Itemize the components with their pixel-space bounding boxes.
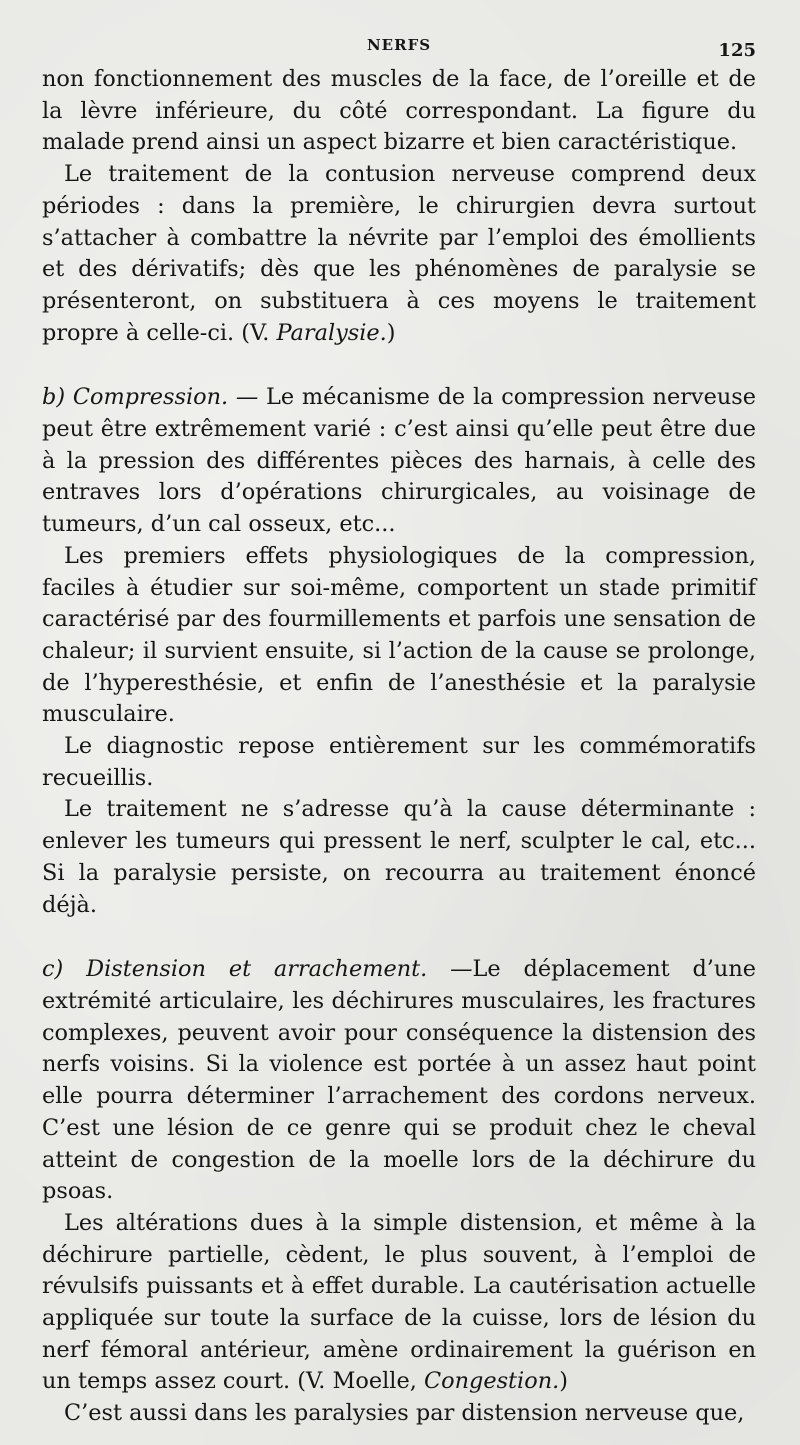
cross-reference: Paralysie.	[276, 319, 387, 346]
body-text	[42, 64, 756, 1430]
section-text: Le déplacement d’une extrémité articulaire, les déchirures musculaires, les fractures complexes, peuvent avoir pour conséquence la distension des nerfs voisins. Si la violence est portée à un assez haut point elle pourra déterminer l’arrachement des cordons nerveux. C’est une lésion de ce genre qui se produit chez le cheval atteint de congestion de la moelle lors de la déchirure du psoas.	[42, 956, 757, 1205]
paragraph-final: C’est aussi dans les paralysies par distension nerveuse que,	[64, 1400, 745, 1427]
paragraph-text: Les altérations dues à la simple distension, et même à la déchirure partielle, cèdent, le plus souvent, à l’emploi de révulsifs puissants et à effet durable. La cautérisation actuelle appliquée sur toute la surface de la cuisse, lors de lésion du nerf fémoral antérieur, amène ordinairement la guérison en un temps assez court. (V. Moelle,	[42, 1209, 756, 1395]
page-number: 125	[718, 40, 756, 61]
paragraph-alterations	[42, 1208, 756, 1398]
paragraph-effects: Les premiers effets physiologiques de la compression, faciles à étudier sur soi-même, comportent un stade primitif caractérisé par des fourmillements et parfois une sensation de chaleur; il survient ensuite, si l’action de la cause se prolonge, de l’hyperesthésie, et enfin de l’anesthésie et la paralysie musculaire.	[42, 542, 756, 728]
page-header	[42, 30, 756, 64]
section-distension	[42, 954, 756, 1208]
section-compression	[42, 382, 756, 541]
paragraph-continuation: non fonctionnement des muscles de la face, de l’oreille et de la lèvre inférieure, du côté correspondant. La figure du malade prend ainsi un aspect bizarre et bien caractéristique.	[42, 66, 756, 156]
paragraph-contusion-treatment	[42, 159, 756, 349]
paragraph-treatment: Le traitement ne s’adresse qu’à la cause déterminante : enlever les tumeurs qui pressent le nerf, sculpter le cal, etc... Si la paralysie persiste, on recourra au traitement énoncé déjà.	[42, 796, 756, 918]
paragraph-text-end: )	[386, 319, 396, 346]
paragraph-diagnosis: Le diagnostic repose entièrement sur les commémoratifs recueillis.	[42, 733, 756, 791]
section-text: Le mécanisme de la compression nerveuse peut être extrêmement varié : c’est ainsi qu’elle peut être due à la pression des différentes pièces des harnais, à celle des entraves lors d’opérations chirurgicales, au voisinage de tumeurs, d’un cal osseux, etc...	[42, 384, 756, 538]
section-heading: c) Distension et arrachement. —	[42, 956, 473, 983]
section-heading: b) Compression. —	[42, 384, 259, 411]
paragraph-text-end: )	[559, 1368, 568, 1395]
cross-reference: Congestion.	[423, 1368, 560, 1395]
paragraph-text: Le traitement de la contusion nerveuse comprend deux périodes : dans la première, le chirurgien devra surtout s’attacher à combattre la névrite par l’emploi des émollients et des dérivatifs; dès que les phénomènes de paralysie se présenteront, on substituera à ces moyens le traitement propre à celle-ci. (V.	[42, 161, 756, 346]
running-title: NERFS	[366, 36, 432, 54]
